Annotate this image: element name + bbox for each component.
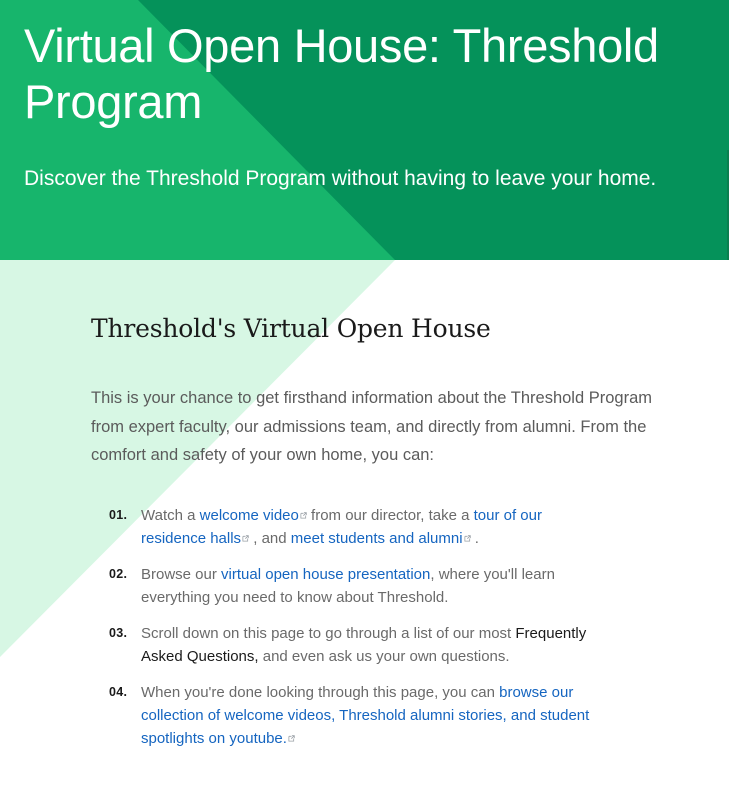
external-link-icon (288, 735, 295, 742)
steps-list (91, 504, 611, 750)
step-text: Watch a (141, 506, 200, 524)
intro-paragraph: This is your chance to get firsthand information about the Threshold Program from expert faculty, our admissions team, and directly from alumni. From the comfort and safety of your own home, you can: (91, 389, 652, 464)
step-text: Scroll down on this page to go through a list of our most (141, 624, 516, 642)
step-number: 03. (109, 625, 128, 640)
page-title: Virtual Open House: Threshold Program (24, 19, 659, 128)
section-title: Threshold's Virtual Open House (91, 314, 491, 343)
main-content (91, 312, 671, 763)
list-item (91, 504, 611, 550)
step-number: 04. (109, 684, 128, 699)
step-text: Browse our (141, 565, 222, 583)
list-item (91, 563, 611, 609)
external-link-icon (300, 512, 307, 519)
step-text: When you're done looking through this page, you can (141, 683, 500, 701)
external-link-icon (242, 535, 249, 542)
presentation-link[interactable]: virtual open house presentation (221, 565, 431, 583)
meet-students-link[interactable]: meet students and alumni (290, 529, 463, 547)
step-number: 02. (109, 566, 128, 581)
list-item (91, 622, 611, 668)
step-text: . (470, 529, 479, 547)
step-text: and even ask us your own questions. (258, 647, 510, 665)
residence-halls-tour-link[interactable]: tour of our residence halls (141, 506, 542, 547)
faq-emphasis: Frequently Asked Questions, (141, 624, 587, 665)
page-subtitle: Discover the Threshold Program without having to leave your home. (24, 167, 657, 190)
step-text: , and (249, 529, 291, 547)
youtube-collection-link[interactable]: browse our collection of welcome videos, Threshold alumni stories, and student spotlights on youtube. (141, 683, 590, 747)
step-text: , where you'll learn everything you need to know about Threshold. (141, 565, 555, 606)
list-item (91, 681, 611, 750)
step-number: 01. (109, 507, 128, 522)
step-text: from our director, take a (306, 506, 474, 524)
hero-banner (0, 0, 729, 260)
external-link-icon (464, 535, 471, 542)
welcome-video-link[interactable]: welcome video (199, 506, 299, 524)
